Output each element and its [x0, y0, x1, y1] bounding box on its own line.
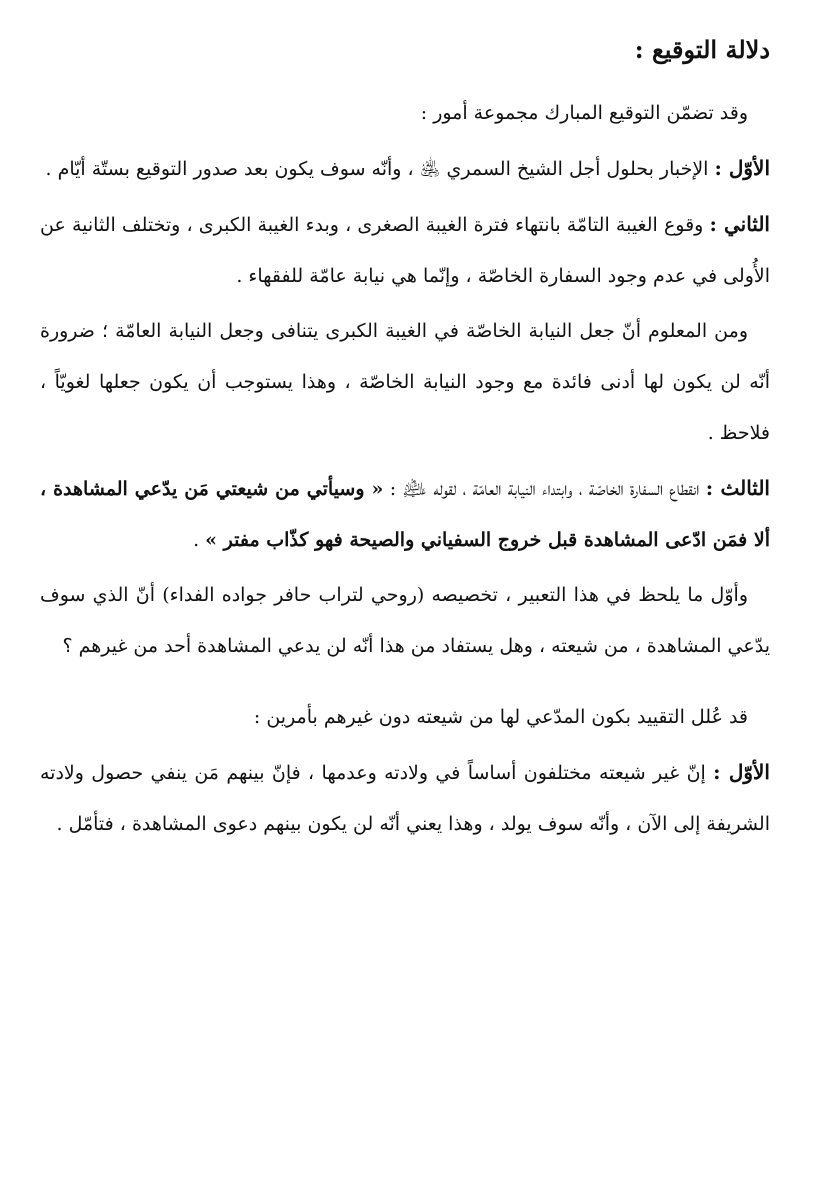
- intro-paragraph: [40, 88, 770, 139]
- reason-first-paragraph: [40, 747, 770, 850]
- observation-text: وأوّل ما يلحظ في هذا التعبير ، تخصيصه (روحي لتراب حافر جواده الفداء) أنّ الذي سوف يدّعي المشاهدة ، من شيعته ، وهل يستفاد من هذا أنّه لن يدعي المشاهدة أحد من غيرهم ؟: [40, 584, 770, 657]
- intro-text: وقد تضمّن التوقيع المبارك مجموعة أمور :: [420, 102, 748, 124]
- point-second-text: وقوع الغيبة التامّة بانتهاء فترة الغيبة الصغرى ، وبدء الغيبة الكبرى ، وتختلف الثانية عن الأُولى في عدم وجود السفارة الخاصّة ، وإنّما هي نيابة عامّة للفقهاء .: [40, 214, 770, 287]
- point-third-label: الثالث :: [705, 476, 770, 500]
- point-first-paragraph: [40, 143, 770, 195]
- restriction-text: قد عُلل التقييد بكون المدّعي لها من شيعته دون غيرهم بأمرين :: [253, 706, 748, 728]
- reason-first-text: إنّ غير شيعته مختلفون أساساً في ولادته وعدمها ، فإنّ بينهم مَن ينفي حصول ولادته الشريفة إلى الآن ، وأنّه سوف يولد ، وهذا يعني أنّه لن يكون بينهم دعوى المشاهدة ، فتأمّل .: [40, 762, 770, 835]
- point-third-paragraph: [40, 463, 770, 566]
- point-third-text: انقطاع السفارة الخاصّة ، وابتداء النيابة العامّة ، لقوله ﵇ :: [383, 478, 706, 500]
- reason-first-label: الأوّل :: [713, 760, 770, 784]
- restriction-paragraph: [40, 692, 770, 743]
- hadith-quote: « وسيأتي من شيعتي مَن يدّعي المشاهدة ، ألا فمَن ادّعى المشاهدة قبل خروج السفياني والصيحة فهو كذّاب مفتر »: [40, 478, 770, 551]
- point-second-label: الثاني :: [709, 212, 770, 236]
- point-second-paragraph: [40, 199, 770, 302]
- observation-paragraph: [40, 570, 770, 672]
- point-first-label: الأوّل :: [714, 156, 770, 180]
- point-first-text: الإخبار بحلول أجل الشيخ السمري ﵁ ، وأنّه سوف يكون بعد صدور التوقيع بستّة أيّام .: [45, 158, 715, 180]
- known-paragraph: [40, 306, 770, 459]
- paragraph-spacer: [40, 676, 770, 692]
- document-page: [40, 30, 770, 854]
- point-third-end: .: [193, 529, 206, 551]
- section-heading: دلالة التوقيع :: [634, 35, 770, 64]
- known-text: ومن المعلوم أنّ جعل النيابة الخاصّة في الغيبة الكبرى يتنافى وجعل النيابة العامّة ؛ ضرورة أنّه لن يكون لها أدنى فائدة مع وجود النيابة الخاصّة ، وهذا يستوجب أن يكون جعلها لغويّاً ، فلاحظ .: [40, 320, 770, 444]
